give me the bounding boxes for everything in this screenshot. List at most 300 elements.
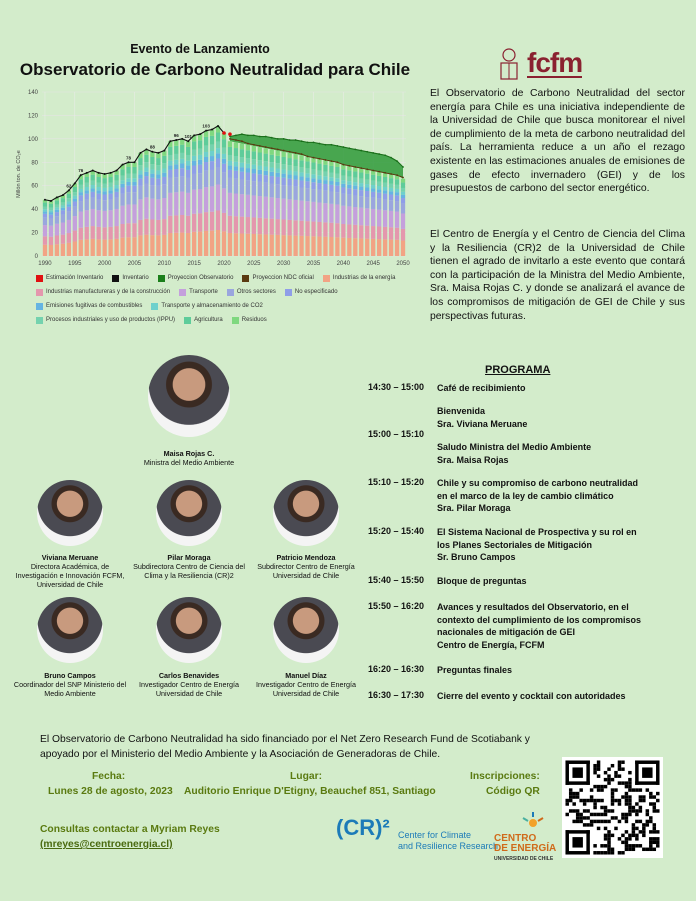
bar-segment	[353, 225, 357, 238]
bar-segment	[168, 178, 172, 193]
legend-item	[242, 273, 313, 284]
bar-segment	[317, 237, 321, 256]
legend-label: Otros sectores	[236, 289, 276, 295]
qr-module	[600, 785, 603, 788]
qr-module	[656, 841, 659, 844]
bar-segment	[287, 170, 291, 174]
bar-segment	[234, 194, 238, 217]
programa-item: Cierre del evento y cocktail con autoridades	[437, 691, 626, 701]
bar-segment	[85, 199, 89, 210]
observatorio-point	[313, 141, 315, 143]
bar-segment	[67, 207, 71, 212]
legend-item	[151, 301, 263, 312]
bar-segment	[222, 148, 226, 154]
bar-segment	[264, 218, 268, 234]
qr-module	[597, 788, 600, 791]
qr-module	[621, 816, 624, 819]
bar-segment	[97, 210, 101, 227]
bar-segment	[293, 220, 297, 235]
bar-segment	[144, 235, 148, 256]
bar-segment	[138, 170, 142, 174]
qr-module	[635, 802, 638, 805]
bar-segment	[293, 180, 297, 187]
legend-item	[36, 315, 175, 326]
bar-segment	[293, 175, 297, 179]
bar-segment	[401, 198, 405, 203]
qr-module	[621, 834, 624, 837]
bar-segment	[341, 176, 345, 181]
legend-swatch	[151, 303, 158, 310]
bar-segment	[365, 239, 369, 256]
ndc-point	[354, 166, 356, 168]
observatorio-point	[259, 136, 261, 138]
qr-module	[614, 816, 617, 819]
qr-module	[628, 781, 631, 784]
qr-module	[604, 851, 607, 854]
bar-segment	[246, 145, 250, 151]
programa-time: 15:20 – 15:40	[368, 526, 425, 536]
ndc-point	[265, 146, 267, 148]
qr-module	[565, 781, 589, 784]
bar-segment	[210, 231, 214, 256]
legend-label: Proyeccion Observatorio	[167, 275, 234, 281]
speaker-caption	[10, 671, 130, 698]
bar-segment	[329, 177, 333, 181]
ndc-point	[241, 140, 243, 142]
bar-segment	[150, 235, 154, 256]
programa-title: PROGRAMA	[485, 364, 551, 376]
bar-segment	[335, 178, 339, 182]
bar-segment	[204, 146, 208, 152]
bar-segment	[353, 178, 357, 182]
bar-segment	[282, 220, 286, 236]
bar-segment	[216, 132, 220, 141]
bar-segment	[132, 237, 136, 256]
bar-segment	[222, 159, 226, 164]
x-tick-label: 2000	[97, 261, 112, 267]
bar-segment	[73, 196, 77, 199]
legend-swatch	[112, 275, 119, 282]
bar-segment	[43, 218, 47, 225]
bar-segment	[383, 199, 387, 210]
qr-module	[656, 792, 659, 795]
bar-segment	[138, 199, 142, 220]
qr-module	[576, 813, 579, 816]
intro-paragraph-2: El Centro de Energía y el Centro de Ciencia del Clima y la Resiliencia (CR)2 de la Universidad de Chile tienen el agrado de invitarlo a este evento que contará con la participación de la Ministra del Medio Ambiente, Sra. Maisa Rojas C. y donde se analizará el avance de los compromisos de mitigación de GEI de Chile y sus perspectivas futuras.	[430, 229, 685, 322]
bar-segment	[282, 169, 286, 173]
qr-module	[642, 767, 652, 777]
qr-module	[572, 802, 575, 805]
bar-segment	[228, 233, 232, 256]
legend-label: Transporte y almacenamiento de CO2	[161, 303, 263, 309]
qr-module	[607, 848, 610, 851]
bar-segment	[347, 177, 351, 182]
observatorio-point	[253, 134, 255, 136]
bar-segment	[329, 204, 333, 223]
bar-segment	[132, 204, 136, 223]
qr-module	[583, 799, 586, 802]
qr-module	[646, 788, 649, 791]
bar-segment	[168, 216, 172, 233]
fcfm-logo-text: fcfm	[527, 47, 583, 78]
bar-segment	[365, 174, 369, 180]
bar-segment	[126, 174, 130, 179]
qr-module	[565, 830, 568, 854]
qr-module	[635, 820, 638, 823]
observatorio-point	[325, 144, 327, 146]
bar-segment	[329, 237, 333, 256]
y-tick-label: 0	[34, 254, 38, 260]
bar-segment	[108, 239, 112, 256]
bar-segment	[156, 165, 160, 170]
bar-segment	[216, 230, 220, 256]
qr-module	[646, 820, 649, 823]
ndc-point	[325, 159, 327, 161]
bar-segment	[258, 170, 262, 174]
inventario-point	[56, 196, 58, 198]
qr-module	[572, 809, 575, 812]
qr-module	[635, 788, 638, 791]
qr-module	[586, 816, 589, 819]
bar-segment	[395, 189, 399, 192]
bar-segment	[240, 217, 244, 234]
bar-segment	[174, 160, 178, 165]
bar-segment	[287, 186, 291, 199]
bar-segment	[234, 156, 238, 162]
bar-segment	[97, 199, 101, 210]
bar-segment	[55, 224, 59, 236]
cr2-logo: (CR)²	[336, 815, 390, 840]
bar-segment	[162, 219, 166, 235]
legend-item	[227, 287, 276, 298]
bar-segment	[377, 182, 381, 186]
bar-segment	[204, 157, 208, 162]
qr-module	[649, 837, 652, 840]
programa-item: Café de recibimiento	[437, 383, 526, 393]
bar-segment	[401, 183, 405, 188]
legend-item	[232, 315, 267, 326]
inventario-point	[205, 130, 207, 132]
bar-segment	[192, 166, 196, 174]
bar-segment	[186, 233, 190, 256]
inventario-point	[80, 174, 82, 176]
ndc-point	[366, 168, 368, 170]
inventario-point	[50, 200, 52, 202]
bar-segment	[264, 175, 268, 183]
speaker-role: Investigador Centro de Energía Universidad de Chile	[256, 680, 356, 698]
qr-module	[614, 827, 617, 830]
qr-module	[565, 799, 568, 802]
bar-segment	[305, 188, 309, 201]
bar-segment	[150, 185, 154, 199]
speaker-caption	[10, 553, 130, 589]
bar-segment	[174, 169, 178, 177]
bar-segment	[234, 216, 238, 233]
ndc-point	[271, 147, 273, 149]
bar-segment	[228, 161, 232, 166]
bar-segment	[270, 176, 274, 183]
bar-segment	[401, 192, 405, 195]
bar-segment	[138, 220, 142, 235]
qr-module	[597, 851, 600, 854]
ndc-point	[384, 172, 386, 174]
bar-segment	[371, 198, 375, 209]
bar-segment	[85, 177, 89, 183]
qr-module	[649, 792, 652, 795]
qr-module	[656, 760, 659, 784]
bar-segment	[246, 168, 250, 172]
bar-segment	[377, 193, 381, 199]
qr-module	[565, 760, 568, 784]
bar-segment	[335, 182, 339, 186]
qr-module	[597, 760, 600, 763]
bar-segment	[305, 221, 309, 236]
programa-time: 14:30 – 15:00	[368, 382, 425, 392]
bar-segment	[144, 176, 148, 183]
bar-segment	[389, 191, 393, 194]
y-tick-label: 40	[31, 207, 38, 214]
qr-module	[565, 802, 568, 805]
qr-module	[604, 820, 607, 823]
qr-module	[618, 799, 621, 802]
bar-segment	[198, 149, 202, 155]
centro-line-2: DE ENERGÍA	[494, 843, 557, 854]
bar-segment	[359, 190, 363, 196]
bar-segment	[186, 165, 190, 170]
bar-segment	[180, 215, 184, 233]
programa-item: Bloque de preguntas	[437, 576, 527, 586]
legend-item	[36, 273, 103, 284]
bar-segment	[311, 174, 315, 178]
ndc-point	[313, 157, 315, 159]
qr-module	[618, 851, 621, 854]
qr-module	[635, 837, 638, 840]
qr-module	[632, 848, 635, 851]
qr-module	[611, 848, 614, 851]
bar-segment	[258, 147, 262, 152]
qr-module	[586, 823, 589, 826]
bar-segment	[150, 169, 154, 173]
qr-module	[593, 806, 596, 809]
bar-segment	[276, 173, 280, 177]
bar-segment	[228, 170, 232, 178]
bar-segment	[162, 156, 166, 163]
qr-module	[586, 760, 589, 784]
bar-segment	[85, 194, 89, 200]
qr-module	[611, 802, 614, 805]
bar-segment	[270, 219, 274, 235]
contact-email-link[interactable]: (mreyes@centroenergia.cl)	[40, 839, 173, 850]
bar-segment	[192, 232, 196, 256]
bar-segment	[264, 183, 268, 197]
bar-segment	[144, 155, 148, 162]
qr-module	[639, 820, 642, 823]
bar-segment	[55, 212, 59, 216]
bar-segment	[168, 155, 172, 161]
qr-module	[565, 830, 589, 833]
bar-segment	[132, 182, 136, 186]
qr-module	[604, 827, 607, 830]
qr-module	[642, 795, 645, 798]
bar-segment	[323, 222, 327, 236]
bar-segment	[282, 157, 286, 164]
bar-segment	[174, 215, 178, 232]
bar-segment	[162, 177, 166, 184]
bar-segment	[329, 181, 333, 185]
qr-module	[656, 830, 659, 833]
qr-module	[597, 799, 600, 802]
qr-module	[646, 823, 649, 826]
x-tick-label: 1990	[38, 261, 52, 267]
bar-segment	[186, 193, 190, 216]
qr-module	[576, 809, 579, 812]
bar-segment	[240, 157, 244, 163]
bar-segment	[168, 193, 172, 216]
observatorio-point	[396, 160, 398, 162]
legend-item	[323, 273, 396, 284]
qr-module	[618, 764, 621, 767]
bar-segment	[276, 177, 280, 184]
bar-segment	[377, 176, 381, 182]
bar-segment	[120, 184, 124, 188]
bar-segment	[341, 224, 345, 238]
bar-segment	[323, 184, 327, 191]
bar-segment	[329, 191, 333, 203]
bar-segment	[252, 195, 256, 217]
bar-segment	[264, 161, 268, 166]
speaker-role: Directora Académica, de Investigación e Innovación FCFM, Universidad de Chile	[15, 562, 125, 589]
legend-label: Procesos industriales y uso de productos (IPPU)	[46, 317, 176, 323]
legend-swatch	[232, 317, 239, 324]
qr-module	[597, 774, 600, 777]
ndc-point	[253, 144, 255, 146]
fecha-value: Lunes 28 de agosto, 2023	[48, 786, 173, 797]
legend-item	[36, 287, 170, 298]
qr-module	[597, 820, 600, 823]
bar-segment	[67, 220, 71, 233]
qr-module	[635, 760, 659, 763]
bar-segment	[270, 155, 274, 162]
bar-segment	[186, 216, 190, 233]
bar-segment	[97, 183, 101, 187]
observatorio-point	[342, 146, 344, 148]
inventario-point	[163, 150, 165, 152]
qr-module	[604, 837, 607, 840]
bar-segment	[97, 239, 101, 256]
bar-segment	[389, 184, 393, 188]
speaker-name: Viviana Meruane	[41, 553, 99, 562]
inventario-point	[128, 161, 130, 163]
qr-module	[639, 799, 642, 802]
bar-segment	[377, 186, 381, 189]
bar-segment	[138, 186, 142, 199]
bar-segment	[79, 192, 83, 195]
speaker-photo	[148, 355, 230, 437]
speaker-photo	[156, 597, 222, 663]
programa-item: Bienvenida Sra. Viviana Meruane	[437, 406, 528, 429]
bar-segment	[132, 186, 136, 193]
bar-segment	[395, 228, 399, 240]
funding-text: El Observatorio de Carbono Neutralidad ha sido financiado por el Net Zero Research Fund de Scotiabank y apoyado por el Ministerio del Medio Ambiente y la Asociación de Generadoras de Chile.	[40, 734, 530, 760]
qr-module	[590, 813, 593, 816]
bar-segment	[198, 140, 202, 149]
programa-item: Saludo Ministra del Medio Ambiente Sra. Maisa Rojas	[437, 442, 592, 465]
observatorio-point	[348, 147, 350, 149]
bar-segment	[91, 192, 95, 198]
x-tick-label: 2035	[306, 261, 321, 267]
bar-segment	[132, 167, 136, 174]
inventario-point	[193, 134, 195, 136]
inventario-point	[169, 140, 171, 142]
bar-segment	[61, 208, 65, 210]
observatorio-point	[336, 145, 338, 147]
data-label: 76	[78, 168, 84, 174]
x-tick-label: 2040	[336, 261, 351, 267]
qr-module	[642, 830, 645, 833]
event-label: Evento de Lanzamiento	[130, 42, 270, 56]
inventario-point	[62, 194, 64, 196]
bar-segment	[186, 161, 190, 166]
bar-segment	[311, 163, 315, 170]
observatorio-point	[295, 139, 297, 141]
bar-segment	[234, 142, 238, 148]
bar-segment	[126, 186, 130, 193]
bar-segment	[204, 212, 208, 231]
speaker-name: Maisa Rojas C.	[163, 449, 215, 458]
bar-segment	[85, 190, 89, 193]
bar-segment	[156, 179, 160, 186]
bar-segment	[192, 161, 196, 166]
bar-segment	[270, 162, 274, 167]
bar-segment	[49, 204, 53, 208]
bar-segment	[103, 178, 107, 184]
data-label: 88	[149, 144, 155, 150]
bar-segment	[126, 167, 130, 174]
bar-segment	[126, 192, 130, 204]
bar-segment	[293, 236, 297, 256]
programa-time: 15:40 – 15:50	[368, 575, 425, 585]
bar-segment	[234, 179, 238, 194]
bar-segment	[85, 183, 89, 187]
bar-segment	[401, 241, 405, 256]
x-tick-label: 2025	[247, 261, 261, 267]
inscripciones-label: Inscripciones:	[470, 771, 540, 782]
qr-code[interactable]	[562, 757, 663, 858]
bar-segment	[103, 184, 107, 188]
bar-segment	[204, 187, 208, 212]
bar-segment	[156, 235, 160, 256]
observatorio-point	[366, 151, 368, 153]
legend-label: Industrias manufactureras y de la construcción	[46, 289, 171, 295]
bar-segment	[234, 148, 238, 156]
bar-segment	[305, 177, 309, 181]
bar-segment	[186, 147, 190, 155]
bar-segment	[49, 245, 53, 256]
qr-module	[642, 834, 645, 837]
bar-segment	[174, 154, 178, 160]
bar-segment	[329, 173, 333, 178]
bar-segment	[234, 166, 238, 171]
bar-segment	[270, 172, 274, 176]
bar-segment	[323, 176, 327, 180]
qr-module	[590, 795, 593, 798]
qr-module	[625, 848, 628, 851]
bar-segment	[282, 178, 286, 185]
bar-segment	[210, 161, 214, 170]
bar-segment	[270, 197, 274, 218]
bar-segment	[168, 233, 172, 256]
qr-module	[653, 848, 656, 851]
